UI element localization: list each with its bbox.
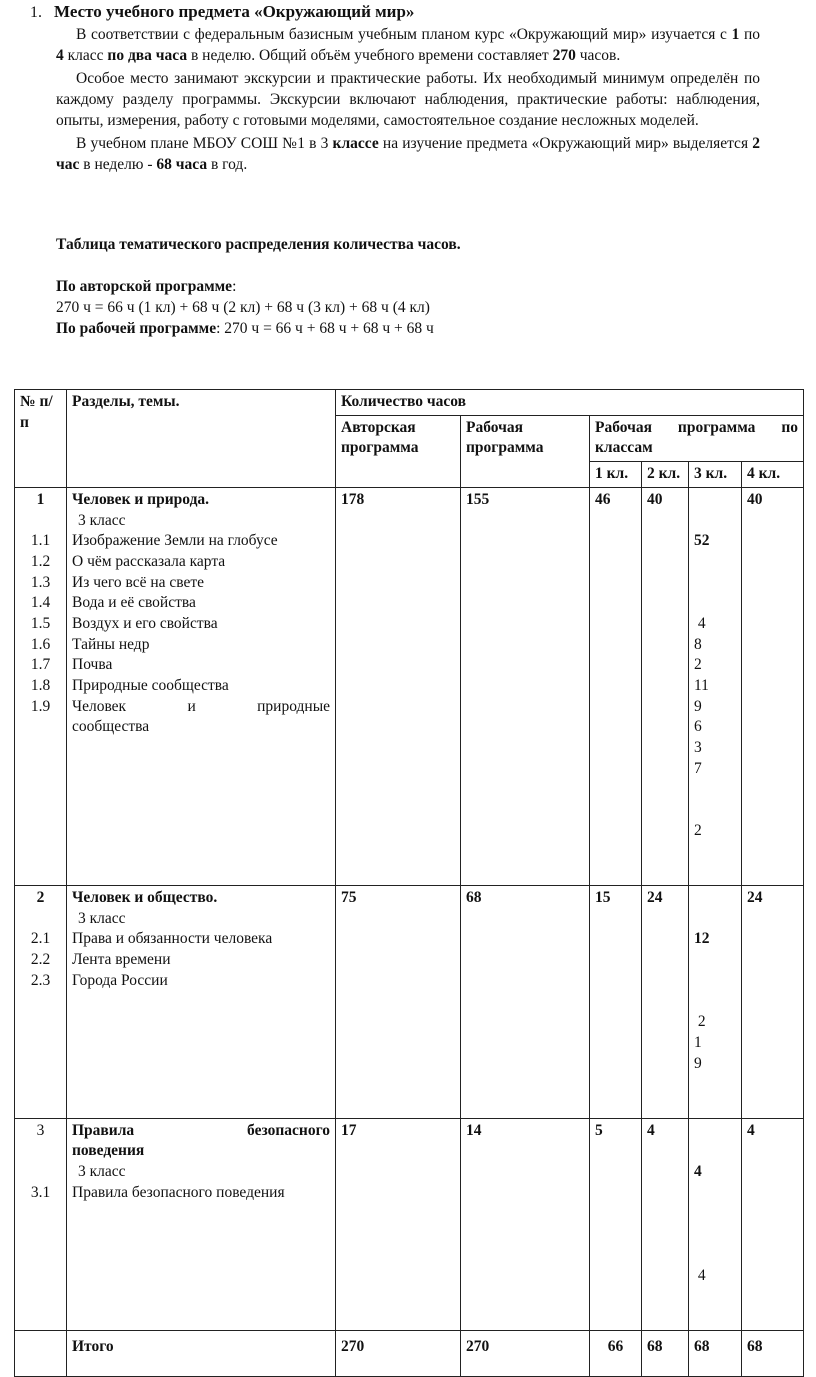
- header-author-program: Авторская программа: [336, 415, 461, 487]
- table-caption: Таблица тематического распределения количества часов.: [56, 236, 461, 253]
- topic-number: 1.4: [30, 594, 51, 612]
- topic-item: Воздух и его свойства: [72, 614, 218, 632]
- total-class-2: 68: [642, 1330, 689, 1376]
- total-author: 270: [336, 1330, 461, 1376]
- work-hours: 68: [461, 886, 590, 1119]
- topic-hours: 3: [694, 739, 702, 757]
- author-hours: 17: [336, 1118, 461, 1330]
- topic-number: 1.5: [30, 614, 51, 632]
- topic-number: 1.1: [30, 532, 51, 550]
- header-number: № п/п: [15, 390, 67, 488]
- topic-numbers: [20, 531, 61, 697]
- class-1-hours: 5: [590, 1118, 642, 1330]
- topic-number: 1.8: [30, 677, 51, 695]
- class-3-cell: 52 4 8 2 11 9 6 3 7 2: [689, 487, 742, 885]
- paragraph-school-plan: В учебном плане МБОУ СОШ №1 в 3 классе на изучение предмета «Окружающий мир» выделяется 2 час в неделю - 68 часа в год.: [56, 135, 760, 173]
- class-3-topic-hours: [694, 614, 736, 780]
- topic-hours: 8: [694, 635, 702, 653]
- topic-item: Правила безопасного поведения: [72, 1183, 285, 1201]
- author-hours: 178: [336, 487, 461, 885]
- section-title: Человек и природа.: [72, 490, 210, 508]
- topic-hours: 9: [694, 1054, 702, 1072]
- topics-cell: Человек и природа. 3 класс Изображение Земли на глобусе О чём рассказала карта Из чего всё на свете Вода и её свойства Воздух и его свойства Тайны недр Почва Природные сообщества Человек и природные сообщества: [67, 487, 336, 885]
- topic-item: Тайны недр: [72, 635, 150, 653]
- header-class-3: 3 кл.: [689, 462, 742, 488]
- row-number-cell: 3 3.1: [15, 1118, 67, 1330]
- work-program-line: По рабочей программе: 270 ч = 66 ч + 68 ч + 68 ч + 68 ч: [56, 320, 434, 337]
- header-by-class: Рабочая программа по классам: [590, 415, 804, 461]
- header-class-1: 1 кл.: [590, 462, 642, 488]
- total-class-4: 68: [742, 1330, 804, 1376]
- topic-hours: 6: [694, 718, 702, 736]
- row-number-cell: 1 1.1 1.2 1.3 1.4 1.5 1.6 1.7 1.8 1.9: [15, 487, 67, 885]
- section-heading: [30, 2, 414, 22]
- topic-item: Природные сообщества: [72, 677, 229, 695]
- topic-number: 2.2: [30, 951, 51, 969]
- topics-cell: [67, 886, 336, 1119]
- class-2-hours: 4: [642, 1118, 689, 1330]
- topic-item: Почва: [72, 656, 113, 674]
- header-class-4: 4 кл.: [742, 462, 804, 488]
- class-label: 3 класс: [78, 909, 126, 927]
- header-sections: Разделы, темы.: [67, 390, 336, 488]
- class-2-hours: 24: [642, 886, 689, 1119]
- table-row: [15, 886, 804, 1119]
- topic-item: Права и обязанности человека: [72, 930, 273, 948]
- author-program-label: По авторской программе:: [56, 278, 237, 295]
- paragraph-curriculum: В соответствии с федеральным базисным учебным планом курс «Окружающий мир» изучается с 1 по 4 класс по два часа в неделю. Общий объём учебного времени составляет 270 часов.: [56, 26, 760, 64]
- total-class-3: 68: [689, 1330, 742, 1376]
- topic-item: О чём рассказала карта: [72, 552, 226, 570]
- topic-hours: 11: [694, 677, 709, 695]
- class-2-hours: 40: [642, 487, 689, 885]
- class-1-hours: 46: [590, 487, 642, 885]
- section-number: 1.: [30, 4, 42, 21]
- total-label: Итого: [67, 1330, 336, 1376]
- topic-hours: 4: [694, 615, 706, 633]
- program-summary: [56, 276, 434, 339]
- table-header-row: [15, 390, 804, 416]
- total-row: [15, 1330, 804, 1376]
- work-hours: 155: [461, 487, 590, 885]
- topic-item: Из чего всё на свете: [72, 573, 205, 591]
- class-label: 3 класс: [78, 1163, 126, 1181]
- class-4-hours: 24: [742, 886, 804, 1119]
- topics-cell: Правила безопасного поведения 3 класс Правила безопасного поведения: [67, 1118, 336, 1330]
- section-title: Место учебного предмета «Окружающий мир»: [54, 2, 415, 21]
- row-number-cell: 2 2.1 2.2 2.3: [15, 886, 67, 1119]
- header-work-program: Рабочая программа: [461, 415, 590, 487]
- topic-numbers: [20, 929, 61, 991]
- topic-list: [72, 929, 330, 991]
- total-class-1: 66: [590, 1330, 642, 1376]
- table-row: [15, 1118, 804, 1330]
- class-3-cell: 12 2 1 9: [689, 886, 742, 1119]
- class-3-cell: 4 4: [689, 1118, 742, 1330]
- section-title: Человек и общество.: [72, 889, 218, 907]
- topic-number: 1.2: [30, 552, 51, 570]
- topic-number: 2.1: [30, 930, 51, 948]
- topic-number: 1.6: [30, 635, 51, 653]
- class-3-topic-hours: [694, 1012, 736, 1074]
- topic-item: Вода и её свойства: [72, 594, 196, 612]
- topic-number: 1.7: [30, 656, 51, 674]
- work-hours: 14: [461, 1118, 590, 1330]
- topic-item: Города России: [72, 971, 168, 989]
- class-4-hours: 4: [742, 1118, 804, 1330]
- class-1-hours: 15: [590, 886, 642, 1119]
- total-work: 270: [461, 1330, 590, 1376]
- topic-item: Лента времени: [72, 951, 171, 969]
- class-4-hours: 40: [742, 487, 804, 885]
- intro-text: [56, 24, 760, 175]
- topic-hours: 2: [694, 656, 702, 674]
- topic-hours: 1: [694, 1033, 702, 1051]
- topic-list: [72, 531, 330, 697]
- paragraph-excursions: Особое место занимают экскурсии и практические работы. Их необходимый минимум определён по каждому разделу программы. Экскурсии включают наблюдения, практические работы: наблюдения, опыты, измерения, работу с готовыми моделями, самостоятельное создание несложных моделей.: [56, 70, 760, 129]
- class-label: 3 класс: [78, 511, 126, 529]
- author-program-formula: 270 ч = 66 ч (1 кл) + 68 ч (2 кл) + 68 ч (3 кл) + 68 ч (4 кл): [56, 299, 430, 316]
- topic-hours: 7: [694, 759, 702, 777]
- topic-hours: 2: [694, 1013, 706, 1031]
- author-hours: 75: [336, 886, 461, 1119]
- table-row: [15, 487, 804, 885]
- header-hours: Количество часов: [336, 390, 804, 416]
- topic-number: 1.3: [30, 573, 51, 591]
- topic-item: Человек и природные: [72, 697, 330, 715]
- topic-item: Изображение Земли на глобусе: [72, 532, 278, 550]
- section-title: Правила безопасного: [72, 1121, 330, 1139]
- topic-number: 2.3: [30, 971, 51, 989]
- hours-table: [14, 389, 804, 1377]
- header-class-2: 2 кл.: [642, 462, 689, 488]
- topic-hours: 9: [694, 697, 702, 715]
